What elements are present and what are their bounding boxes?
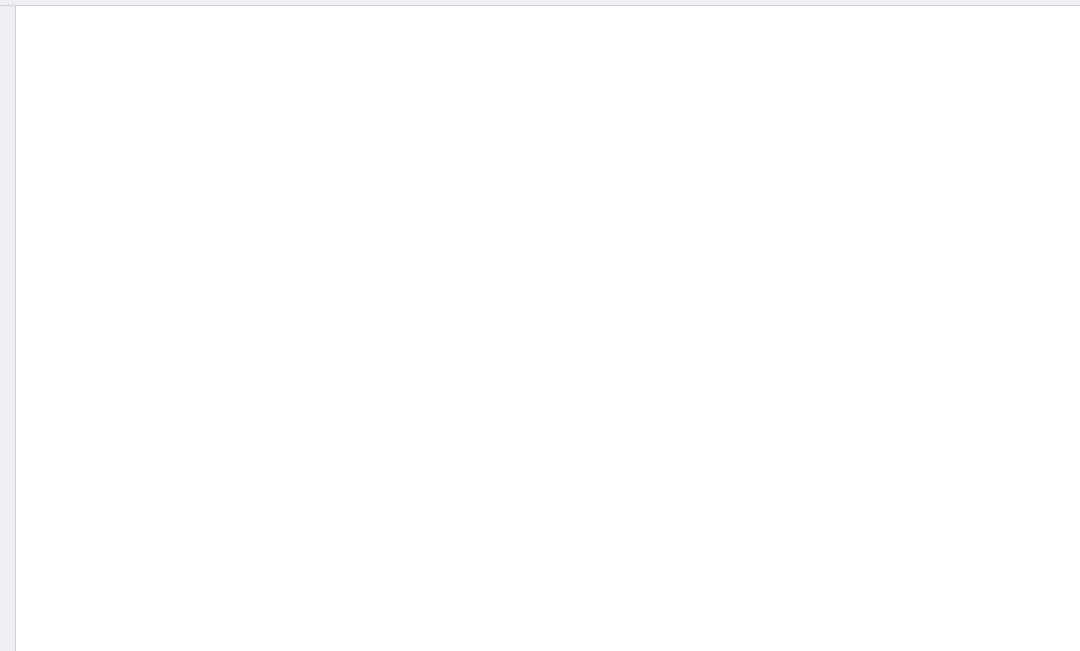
column-header-bar [0,0,1080,6]
row-header-bar [0,6,16,651]
sheet-title [16,9,1080,41]
